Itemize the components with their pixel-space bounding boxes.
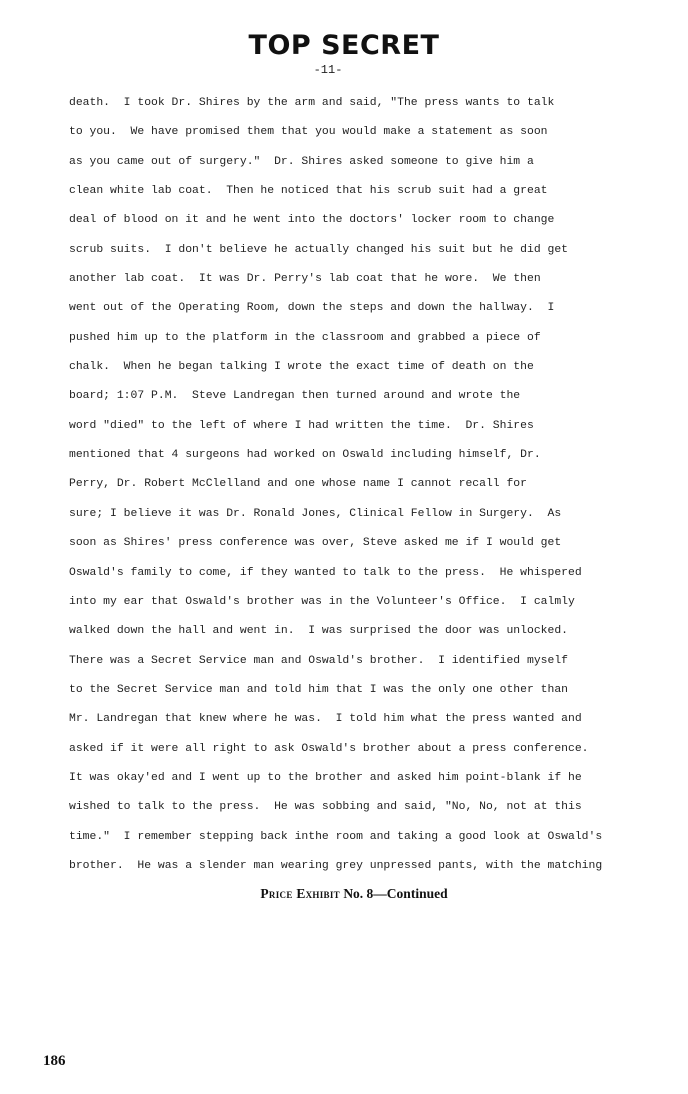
text-line: pushed him up to the platform in the classroom and grabbed a piece of bbox=[69, 331, 541, 344]
top-secret-stamp: TOP SECRET bbox=[248, 30, 440, 61]
text-line: as you came out of surgery." Dr. Shires asked someone to give him a bbox=[69, 155, 534, 168]
text-line: soon as Shires' press conference was over, Steve asked me if I would get bbox=[69, 537, 562, 550]
text-line: to the Secret Service man and told him that I was the only one other than bbox=[69, 683, 568, 696]
text-line: to you. We have promised them that you would make a statement as soon bbox=[69, 126, 548, 139]
text-line: There was a Secret Service man and Oswald's brother. I identified myself bbox=[69, 654, 568, 667]
text-line: board; 1:07 P.M. Steve Landregan then turned around and wrote the bbox=[69, 390, 521, 403]
text-line: into my ear that Oswald's brother was in the Volunteer's Office. I calmly bbox=[69, 595, 575, 608]
document-body bbox=[69, 89, 679, 881]
text-line: walked down the hall and went in. I was surprised the door was unlocked. bbox=[69, 625, 568, 638]
text-line: went out of the Operating Room, down the steps and down the hallway. I bbox=[69, 302, 555, 315]
page-number-header: -11- bbox=[313, 63, 343, 77]
exhibit-label: Price Exhibit bbox=[260, 886, 340, 901]
exhibit-caption bbox=[0, 886, 688, 902]
text-line: scrub suits. I don't believe he actually changed his suit but he did get bbox=[69, 243, 568, 256]
text-line: another lab coat. It was Dr. Perry's lab coat that he wore. We then bbox=[69, 273, 541, 286]
text-line: brother. He was a slender man wearing grey unpressed pants, with the matching bbox=[69, 859, 603, 872]
text-line: clean white lab coat. Then he noticed that his scrub suit had a great bbox=[69, 185, 548, 198]
text-line: sure; I believe it was Dr. Ronald Jones, Clinical Fellow in Surgery. As bbox=[69, 507, 562, 520]
text-line: Perry, Dr. Robert McClelland and one whose name I cannot recall for bbox=[69, 478, 527, 491]
exhibit-number: No. 8—Continued bbox=[343, 886, 448, 901]
text-line: chalk. When he began talking I wrote the exact time of death on the bbox=[69, 361, 534, 374]
text-line: death. I took Dr. Shires by the arm and said, "The press wants to talk bbox=[69, 97, 555, 109]
page-folio: 186 bbox=[43, 1053, 66, 1069]
text-line: It was okay'ed and I went up to the brother and asked him point-blank if he bbox=[69, 771, 582, 784]
text-line: word "died" to the left of where I had written the time. Dr. Shires bbox=[69, 419, 534, 432]
text-line: mentioned that 4 surgeons had worked on Oswald including himself, Dr. bbox=[69, 449, 541, 462]
text-line: Mr. Landregan that knew where he was. I told him what the press wanted and bbox=[69, 713, 582, 726]
text-line: asked if it were all right to ask Oswald's brother about a press conference. bbox=[69, 742, 589, 755]
text-line: deal of blood on it and he went into the doctors' locker room to change bbox=[69, 214, 555, 227]
text-line: time." I remember stepping back inthe room and taking a good look at Oswald's bbox=[69, 830, 603, 843]
text-line: Oswald's family to come, if they wanted to talk to the press. He whispered bbox=[69, 566, 582, 579]
text-line: wished to talk to the press. He was sobbing and said, "No, No, not at this bbox=[69, 801, 582, 814]
